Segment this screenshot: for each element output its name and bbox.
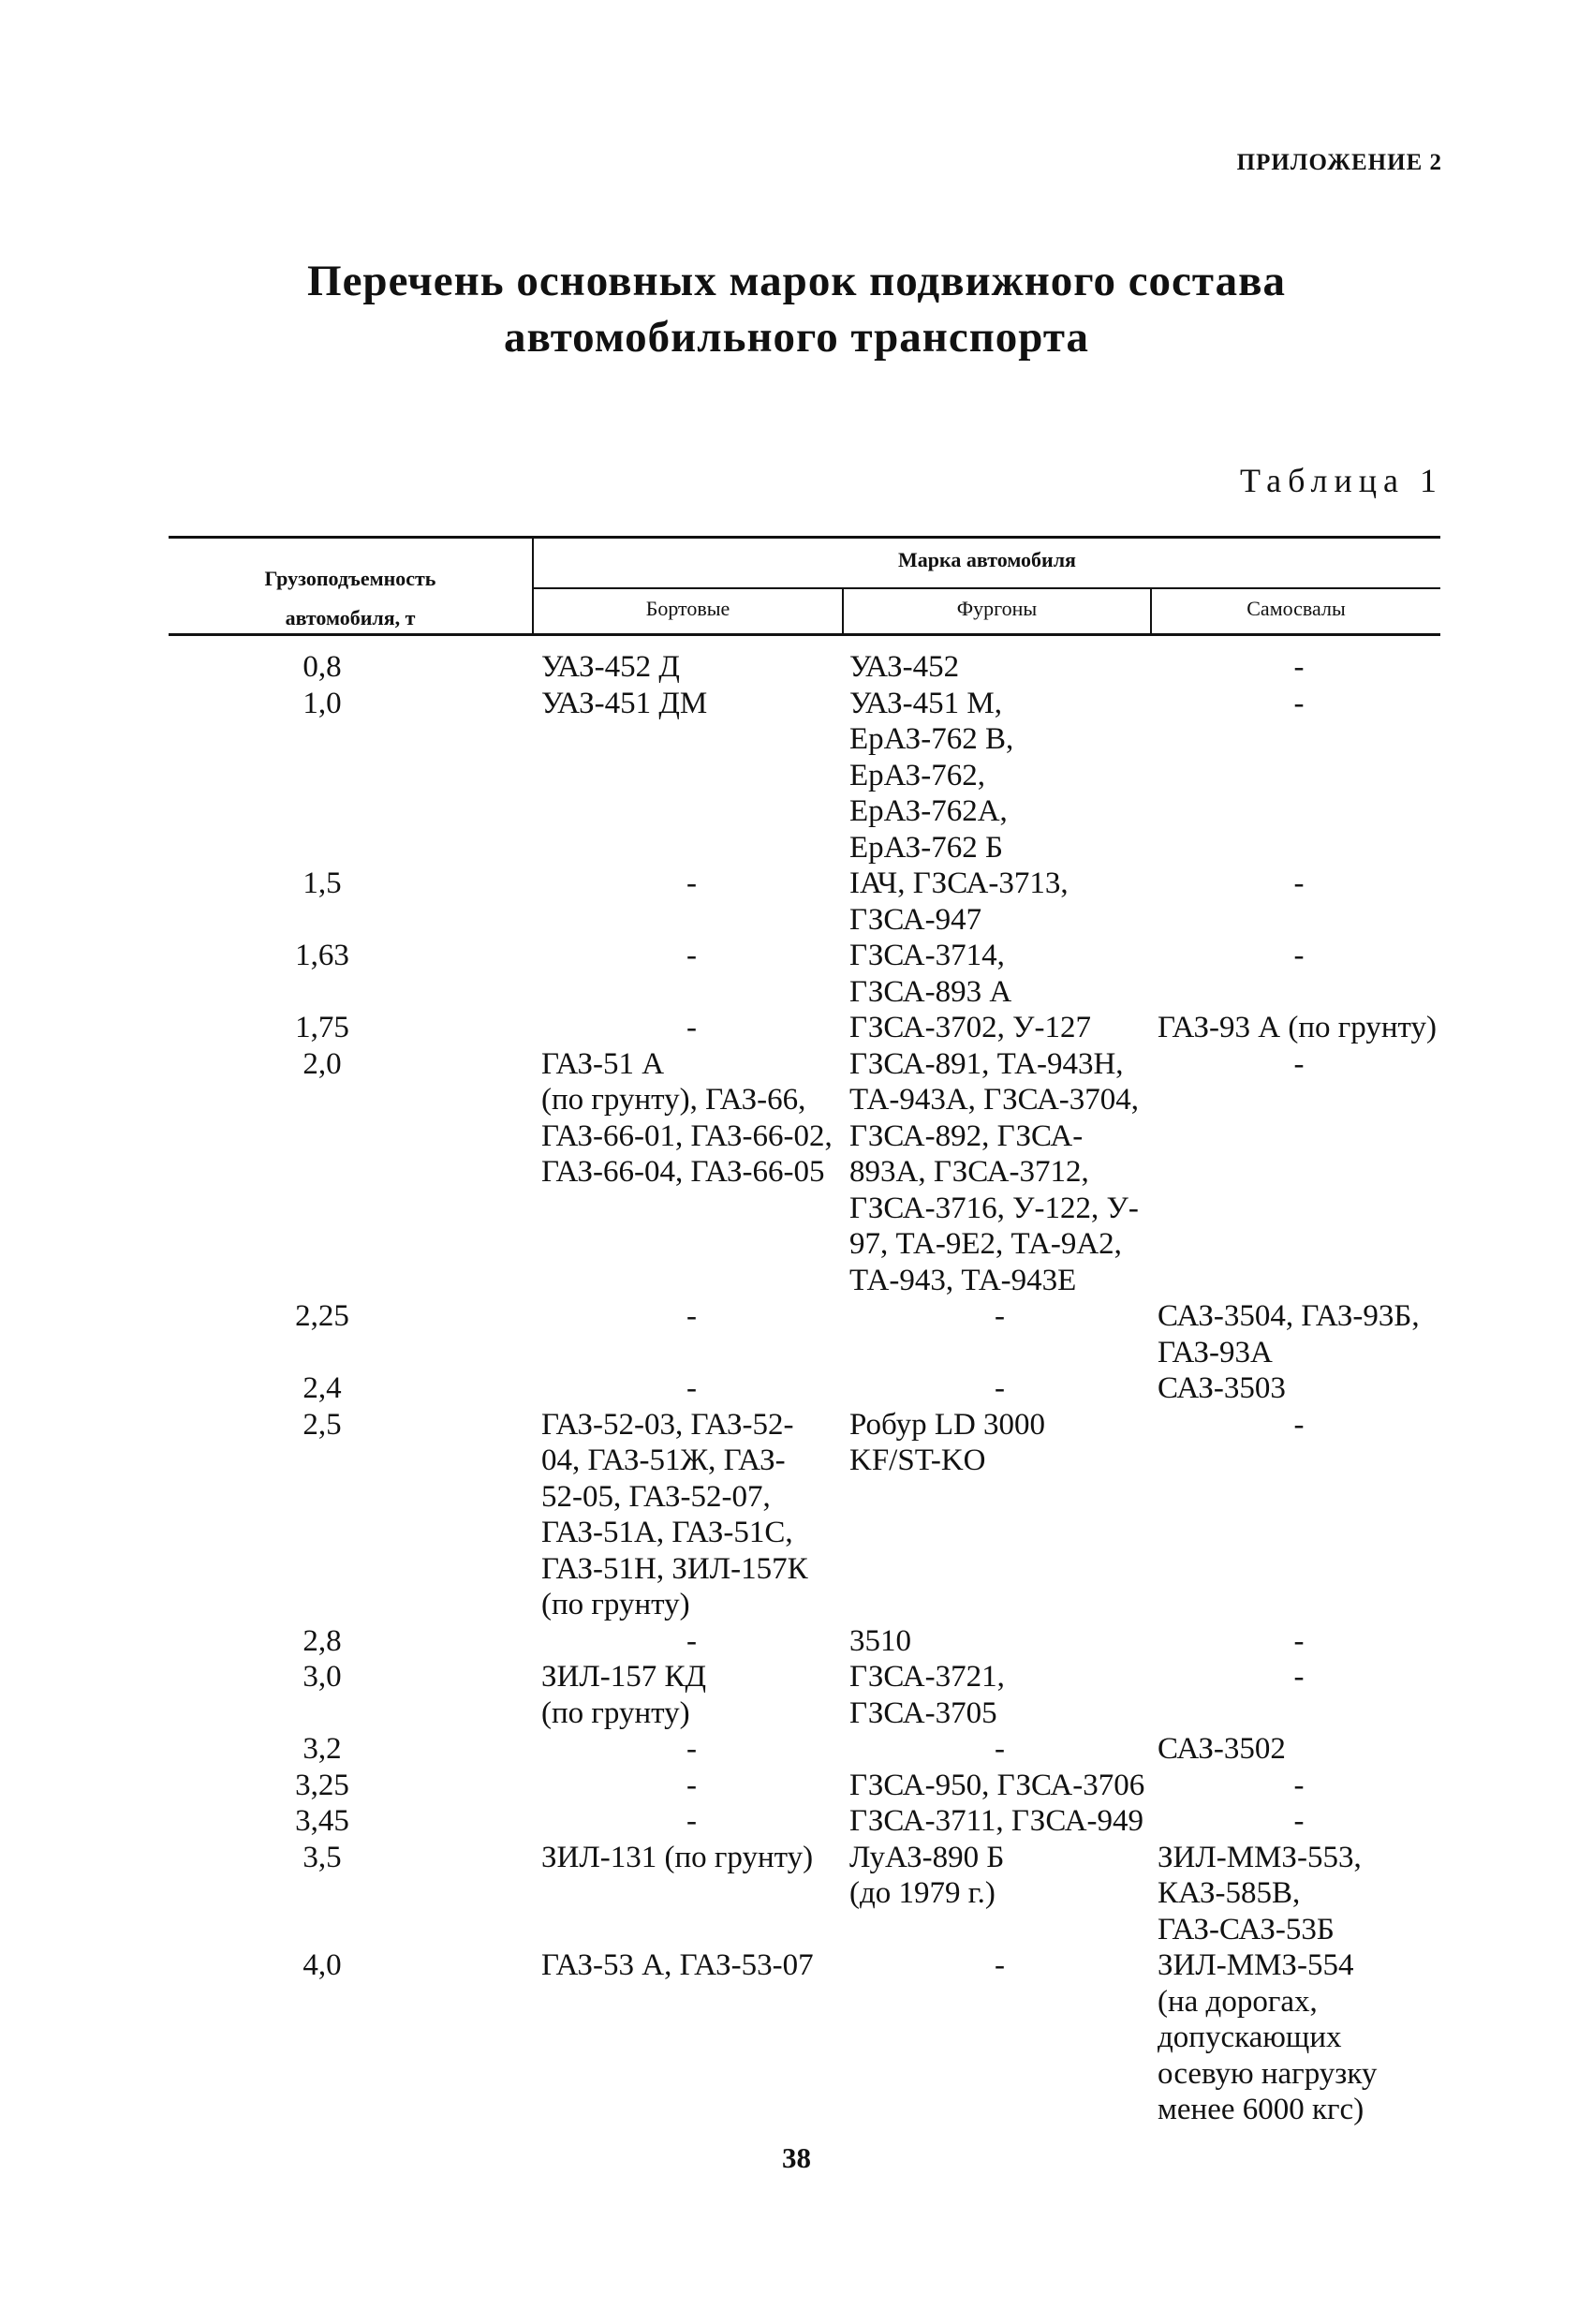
cell-board	[532, 1803, 842, 1840]
cell-capacity: 3,45	[295, 1804, 349, 1838]
vehicle-table	[169, 536, 1440, 2128]
cell-board	[532, 938, 842, 1010]
header-capacity-line-1: Грузоподъемность	[264, 567, 436, 590]
cell-van-line: ГЗСА-3702, У-127	[849, 1011, 1091, 1044]
cell-capacity: 2,5	[302, 1407, 342, 1442]
cell-van	[842, 1840, 1150, 1948]
table-row	[169, 1010, 1440, 1046]
cell-van	[842, 686, 1150, 866]
header-van: Фургоны	[956, 597, 1038, 620]
cell-van	[842, 1947, 1150, 2128]
cell-dump	[1150, 1407, 1440, 1623]
cell-board	[532, 1768, 842, 1804]
cell-board-line: (по грунту), ГАЗ-66,	[541, 1083, 806, 1117]
cell-capacity: 3,5	[302, 1840, 342, 1874]
cell-van-line: 893А, ГЗСА-3712,	[849, 1155, 1089, 1189]
table-row	[169, 1768, 1440, 1804]
cell-board-line: ГАЗ-52-03, ГАЗ-52-	[541, 1407, 794, 1442]
cell-van-line: IАЧ, ГЗСА-3713,	[849, 866, 1069, 900]
header-subdivider	[532, 587, 1440, 589]
table-row	[169, 866, 1440, 938]
cell-board-line: -	[686, 1732, 697, 1766]
cell-board	[532, 1046, 842, 1299]
cell-dump	[1150, 1623, 1440, 1660]
cell-van-line: ГЗСА-3721,	[849, 1660, 1005, 1694]
cell-van	[842, 1803, 1150, 1840]
cell-van-line: ЕрАЗ-762 В,	[849, 722, 1014, 756]
cell-van-line: ГЗСА-947	[849, 902, 982, 937]
page-title	[0, 253, 1593, 365]
cell-dump-line: ГАЗ-САЗ-53Б	[1158, 1912, 1335, 1947]
cell-dump	[1150, 1010, 1440, 1046]
cell-dump	[1150, 1659, 1440, 1731]
cell-van-line: 3510	[849, 1623, 911, 1658]
cell-capacity: 2,8	[302, 1623, 342, 1658]
cell-board-line: ГАЗ-66-01, ГАЗ-66-02,	[541, 1118, 833, 1153]
cell-capacity: 1,0	[302, 686, 342, 720]
cell-board-line: (по грунту)	[541, 1695, 690, 1730]
cell-van-line: ЛуАЗ-890 Б	[849, 1840, 1005, 1874]
cell-board-line: (по грунту)	[541, 1588, 690, 1621]
cell-capacity: 2,4	[302, 1371, 342, 1405]
cell-van	[842, 1370, 1150, 1407]
cell-van-line: ЕрАЗ-762 Б	[849, 830, 1003, 865]
cell-board-line: -	[686, 866, 697, 900]
cell-van-line: (до 1979 г.)	[849, 1876, 996, 1910]
table-body	[169, 636, 1440, 2128]
cell-van	[842, 1731, 1150, 1768]
cell-dump	[1150, 1731, 1440, 1768]
cell-dump	[1150, 649, 1440, 686]
cell-van-line: KF/ST-KO	[849, 1443, 986, 1477]
header-capacity-line-2: автомобиля, т	[285, 606, 416, 629]
cell-board	[532, 1731, 842, 1768]
cell-van	[842, 1298, 1150, 1370]
cell-board-line: -	[686, 1299, 697, 1333]
table-row	[169, 1803, 1440, 1840]
cell-van	[842, 866, 1150, 938]
cell-van	[842, 649, 1150, 686]
table-row	[169, 1370, 1440, 1407]
cell-dump	[1150, 938, 1440, 1010]
cell-board-line: ГАЗ-51А, ГАЗ-51С,	[541, 1516, 793, 1549]
cell-board	[532, 1010, 842, 1046]
cell-board-line: -	[686, 1371, 697, 1405]
table-row	[169, 1298, 1440, 1370]
title-line-2: автомобильного транспорта	[504, 313, 1089, 362]
table-row	[169, 1046, 1440, 1299]
cell-dump-line: -	[1293, 1660, 1305, 1694]
cell-dump-line: менее 6000 кгс)	[1158, 2093, 1364, 2126]
table-row	[169, 686, 1440, 866]
cell-van-line: ГЗСА-3705	[849, 1695, 997, 1730]
cell-dump	[1150, 1046, 1440, 1299]
cell-board	[532, 1370, 842, 1407]
cell-capacity: 3,2	[302, 1732, 342, 1766]
cell-dump-line: осевую нагрузку	[1158, 2056, 1378, 2091]
cell-van-line: -	[995, 1948, 1005, 1982]
cell-dump-line: ГАЗ-93 А (по грунту)	[1158, 1011, 1437, 1044]
cell-dump-line: ЗИЛ-ММЗ-554	[1158, 1948, 1354, 1982]
cell-van-line: ТА-943, ТА-943Е	[849, 1263, 1077, 1297]
cell-dump	[1150, 1803, 1440, 1840]
cell-dump	[1150, 866, 1440, 938]
cell-dump-line: -	[1293, 1804, 1305, 1838]
cell-board	[532, 1947, 842, 2128]
cell-board-line: УАЗ-452 Д	[541, 650, 680, 684]
cell-van	[842, 1010, 1150, 1046]
cell-dump-line: -	[1293, 1623, 1305, 1658]
cell-van	[842, 1659, 1150, 1731]
cell-dump-line: КАЗ-585В,	[1158, 1876, 1301, 1910]
table-label: Таблица 1	[1240, 462, 1443, 499]
cell-board	[532, 1840, 842, 1948]
table-row	[169, 1659, 1440, 1731]
appendix-label: ПРИЛОЖЕНИЕ 2	[1236, 150, 1442, 175]
cell-board-line: -	[686, 1804, 697, 1838]
cell-van	[842, 1623, 1150, 1660]
cell-van	[842, 1046, 1150, 1299]
cell-van-line: УАЗ-452	[849, 650, 960, 684]
cell-board-line: -	[686, 1768, 697, 1802]
cell-board	[532, 866, 842, 938]
cell-capacity: 1,75	[295, 1011, 349, 1044]
table-row	[169, 1947, 1440, 2128]
cell-dump-line: -	[1293, 650, 1305, 684]
cell-dump	[1150, 1298, 1440, 1370]
cell-board-line: -	[686, 1011, 697, 1044]
cell-dump-line: -	[1293, 939, 1305, 972]
cell-dump-line: -	[1293, 1046, 1305, 1081]
cell-dump	[1150, 686, 1440, 866]
table-row	[169, 649, 1440, 686]
cell-van	[842, 938, 1150, 1010]
table-header	[169, 539, 1440, 636]
header-board: Бортовые	[645, 597, 730, 620]
cell-board-line: ЗИЛ-157 КД	[541, 1660, 707, 1694]
cell-board-line: -	[686, 939, 697, 972]
cell-board	[532, 1623, 842, 1660]
cell-van-line: ГЗСА-3714,	[849, 939, 1005, 972]
cell-van-line: ТА-943А, ГЗСА-3704,	[849, 1083, 1140, 1117]
cell-board-line: ГАЗ-66-04, ГАЗ-66-05	[541, 1155, 825, 1189]
cell-van-line: ГЗСА-3711, ГЗСА-949	[849, 1804, 1144, 1838]
cell-dump-line: допускающих	[1158, 2021, 1342, 2054]
cell-capacity: 1,63	[295, 939, 349, 972]
cell-capacity: 2,25	[295, 1299, 349, 1333]
cell-capacity: 4,0	[302, 1948, 342, 1982]
cell-dump	[1150, 1768, 1440, 1804]
cell-dump-line: (на дорогах,	[1158, 1984, 1318, 2019]
cell-dump-line: САЗ-3504, ГАЗ-93Б,	[1158, 1299, 1420, 1333]
cell-board-line: ГАЗ-51 А	[541, 1046, 665, 1081]
cell-van-line: ГЗСА-891, ТА-943Н,	[849, 1046, 1124, 1081]
cell-board	[532, 1407, 842, 1623]
cell-dump-line: -	[1293, 1407, 1305, 1442]
cell-van-line: -	[995, 1732, 1005, 1766]
cell-board-line: ГАЗ-51Н, ЗИЛ-157К	[541, 1551, 808, 1586]
cell-van-line: -	[995, 1371, 1005, 1405]
cell-capacity: 2,0	[302, 1046, 342, 1081]
cell-dump-line: САЗ-3503	[1158, 1371, 1286, 1405]
title-line-1: Перечень основных марок подвижного состава	[307, 257, 1286, 305]
cell-van	[842, 1768, 1150, 1804]
cell-dump	[1150, 1370, 1440, 1407]
cell-dump-line: САЗ-3502	[1158, 1732, 1286, 1766]
cell-board-line: 52-05, ГАЗ-52-07,	[541, 1479, 771, 1514]
cell-van-line: 97, ТА-9Е2, ТА-9А2,	[849, 1227, 1122, 1261]
cell-board	[532, 649, 842, 686]
cell-van-line: -	[995, 1299, 1005, 1333]
cell-board-line: ЗИЛ-131 (по грунту)	[541, 1840, 814, 1874]
cell-van	[842, 1407, 1150, 1623]
cell-van-line: Робур LD 3000	[849, 1407, 1046, 1442]
cell-van-line: ГЗСА-3716, У-122, У-	[849, 1191, 1139, 1225]
header-capacity	[169, 559, 532, 638]
cell-dump-line: ЗИЛ-ММЗ-553,	[1158, 1840, 1362, 1874]
cell-board	[532, 1659, 842, 1731]
cell-dump	[1150, 1947, 1440, 2128]
header-mark: Марка автомобиля	[898, 548, 1076, 571]
cell-board-line: ГАЗ-53 А, ГАЗ-53-07	[541, 1948, 814, 1982]
table-row	[169, 1731, 1440, 1768]
cell-capacity: 1,5	[302, 866, 342, 900]
cell-dump-line: ГАЗ-93А	[1158, 1335, 1273, 1369]
table-row	[169, 938, 1440, 1010]
cell-van-line: ГЗСА-892, ГЗСА-	[849, 1118, 1084, 1153]
cell-capacity: 3,25	[295, 1768, 349, 1802]
cell-van-line: ЕрАЗ-762, ЕрАЗ-762А,	[849, 758, 1008, 828]
table-row	[169, 1840, 1440, 1948]
page-number: 38	[782, 2141, 811, 2174]
cell-van-line: ГЗСА-893 А	[849, 974, 1012, 1009]
cell-board-line: -	[686, 1623, 697, 1658]
cell-dump	[1150, 1840, 1440, 1948]
cell-van-line: ГЗСА-950, ГЗСА-3706	[849, 1768, 1145, 1802]
table-row	[169, 1407, 1440, 1623]
cell-board	[532, 1298, 842, 1370]
cell-capacity: 0,8	[302, 650, 342, 684]
cell-van-line: УАЗ-451 М,	[849, 686, 1002, 720]
cell-board-line: 04, ГАЗ-51Ж, ГАЗ-	[541, 1443, 786, 1477]
table-row	[169, 1623, 1440, 1660]
cell-dump-line: -	[1293, 686, 1305, 720]
header-dump: Самосвалы	[1246, 597, 1346, 620]
cell-board-line: УАЗ-451 ДМ	[541, 686, 708, 720]
cell-capacity: 3,0	[302, 1660, 342, 1694]
cell-dump-line: -	[1293, 1768, 1305, 1802]
cell-dump-line: -	[1293, 866, 1305, 900]
cell-board	[532, 686, 842, 866]
